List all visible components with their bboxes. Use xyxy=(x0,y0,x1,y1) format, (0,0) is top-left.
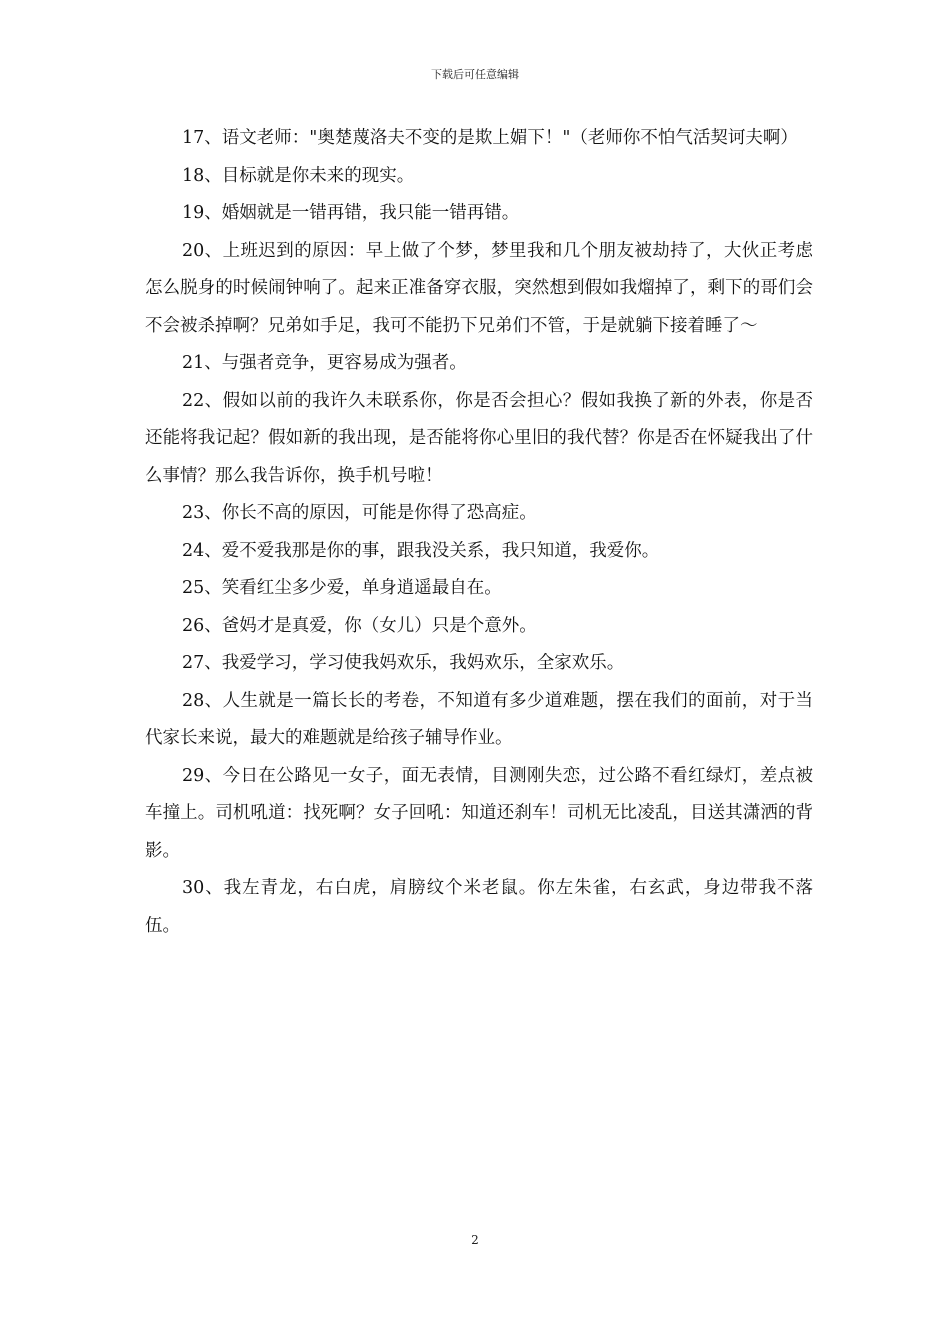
paragraph-18: 18、目标就是你未来的现实。 xyxy=(182,165,415,186)
document-body xyxy=(145,120,813,945)
paragraph-24: 24、爱不爱我那是你的事，跟我没关系，我只知道，我爱你。 xyxy=(182,540,660,561)
paragraph-30: 30、我左青龙，右白虎，肩膀纹个米老鼠。你左朱雀，右玄武，身边带我不落伍。 xyxy=(145,878,813,936)
paragraph-22: 22、假如以前的我许久未联系你，你是否会担心？假如我换了新的外表，你是否还能将我记起？假如新的我出现，是否能将你心里旧的我代替？你是否在怀疑我出了什么事情？那么我告诉你，换手机号啦！ xyxy=(145,390,813,486)
paragraph-26: 26、爸妈才是真爱，你（女儿）只是个意外。 xyxy=(182,615,537,636)
page-number: 2 xyxy=(471,1233,479,1247)
paragraph-19: 19、婚姻就是一错再错，我只能一错再错。 xyxy=(182,203,520,223)
paragraph-21: 21、与强者竞争，更容易成为强者。 xyxy=(182,353,467,373)
page-header: 下载后可任意编辑 xyxy=(431,68,519,81)
paragraph-25: 25、笑看红尘多少爱，单身逍遥最自在。 xyxy=(182,578,502,598)
paragraph-20: 20、上班迟到的原因：早上做了个梦，梦里我和几个朋友被劫持了，大伙正考虑怎么脱身的时候闹钟响了。起来正准备穿衣服，突然想到假如我熘掉了，剩下的哥们会不会被杀掉啊？兄弟如手足，我可不能扔下兄弟们不管，于是就躺下接着睡了～ xyxy=(145,240,813,336)
paragraph-28: 28、人生就是一篇长长的考卷，不知道有多少道难题，摆在我们的面前，对于当代家长来说，最大的难题就是给孩子辅导作业。 xyxy=(145,690,813,748)
paragraph-23: 23、你长不高的原因，可能是你得了恐高症。 xyxy=(182,503,537,523)
paragraph-27: 27、我爱学习，学习使我妈欢乐，我妈欢乐，全家欢乐。 xyxy=(182,653,625,673)
paragraph-17: 17、语文老师："奥楚蔑洛夫不变的是欺上媚下！"（老师你不怕气活契诃夫啊） xyxy=(182,128,798,148)
paragraph-29: 29、今日在公路见一女子，面无表情，目测刚失恋，过公路不看红绿灯，差点被车撞上。司机吼道：找死啊？女子回吼：知道还刹车！司机无比凌乱，目送其潇洒的背影。 xyxy=(145,765,813,861)
